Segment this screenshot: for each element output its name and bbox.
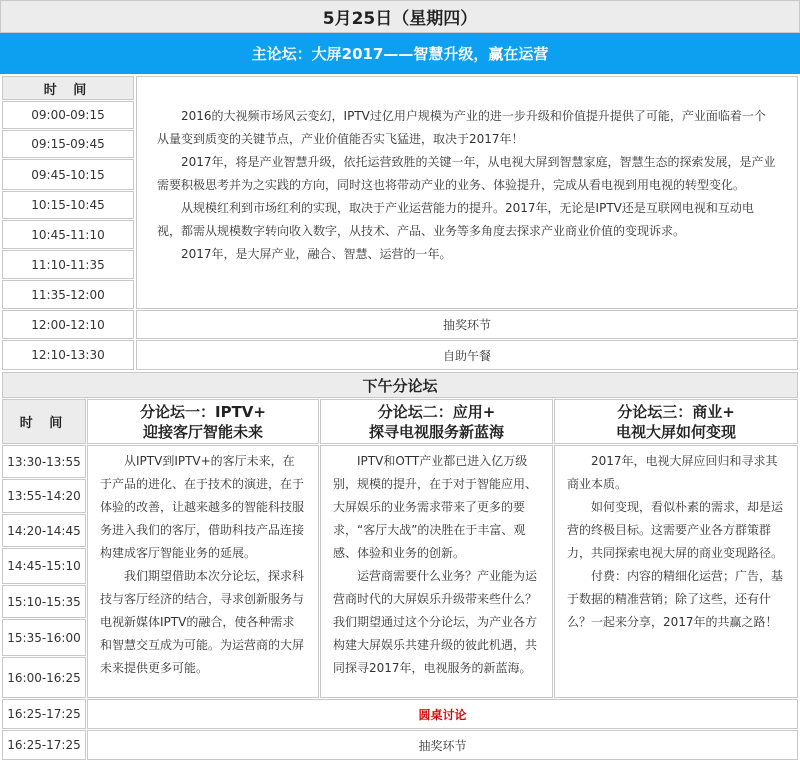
main-time-slot: 10:45-11:10 xyxy=(2,220,134,249)
afternoon-lottery-time: 16:25-17:25 xyxy=(2,730,86,760)
main-time-header: 时 间 xyxy=(2,76,134,100)
main-paragraph: 2017年，是大屏产业，融合、智慧、运营的一年。 xyxy=(181,247,452,261)
sub-forum-1-paragraph: 从IPTV到IPTV+的客厅未来，在于产品的进化、在于技术的演进，在于体验的改善，让越来越多的智能科技服务进入我们的客厅，借助科技产品连接构建成客厅智能业务的延展。 xyxy=(100,454,305,560)
sub-forum-3-title: 分论坛三：商业+ xyxy=(617,402,735,421)
afternoon-time-slot: 13:30-13:55 xyxy=(2,445,86,478)
sub-forum-3-subtitle: 电视大屏如何变现 xyxy=(615,422,736,441)
afternoon-time-slot: 14:45-15:10 xyxy=(2,548,86,584)
sub-forum-3-paragraph: 如何变现，看似朴素的需求，却是运营的终极目标。这需要产业各方群策群力，共同探索电视大屏的商业变现路径。 xyxy=(567,500,784,560)
main-time-slot: 11:35-12:00 xyxy=(2,280,134,309)
sub-forum-3-header xyxy=(554,399,798,444)
main-paragraph: 从规模红利到市场红利的实现，取决于产业运营能力的提升。2017年，无论是IPTV还是互联网电视和互动电视，都需从规模数字转向收入数字，从技术、产品、业务等多角度去探求产业商业价值的变现诉求。 xyxy=(157,201,754,238)
afternoon-lottery-label: 抽奖环节 xyxy=(87,730,798,760)
sub-forum-2-header xyxy=(320,399,553,444)
main-forum-title: 主论坛：大屏2017——智慧升级，赢在运营 xyxy=(0,33,800,74)
afternoon-time-slot: 14:20-14:45 xyxy=(2,514,86,547)
lottery-time: 12:00-12:10 xyxy=(2,310,134,339)
main-paragraph: 2016的大视频市场风云变幻，IPTV过亿用户规模为产业的进一步升级和价值提升提供了可能，产业面临着一个从量变到质变的关键节点，产业价值能否实飞猛进，取决于2017年！ xyxy=(157,109,766,146)
sub-forum-1-subtitle: 迎接客厅智能未来 xyxy=(142,422,263,441)
main-paragraph: 2017年，将是产业智慧升级，依托运营致胜的关键一年，从电视大屏到智慧家庭，智慧生态的探索发展，是产业需要积极思考并为之实践的方向，同时这也将带动产业的业务、体验提升，完成从看电视到用电视的转型变化。 xyxy=(157,155,776,192)
sub-forum-1-paragraph: 我们期望借助本次分论坛，探求科技与客厅经济的结合，寻求创新服务与电视新媒体IPTV的融合，使各种需求和智慧交互成为可能。为运营商的大屏未来提供更多可能。 xyxy=(100,569,305,675)
sub-forum-2-description xyxy=(320,445,553,698)
main-time-slot: 09:15-09:45 xyxy=(2,130,134,158)
roundtable-label: 圆桌讨论 xyxy=(87,699,798,729)
sub-forum-1-title: 分论坛一：IPTV+ xyxy=(140,402,266,421)
sub-forum-3-paragraph: 付费：内容的精细化运营；广告，基于数据的精准营销；除了这些，还有什么？一起来分享，2017年的共赢之路！ xyxy=(567,569,784,629)
lunch-label: 自助午餐 xyxy=(136,340,798,370)
sub-forum-3-description xyxy=(554,445,798,698)
afternoon-time-slot: 15:35-16:00 xyxy=(2,619,86,656)
main-time-slot: 10:15-10:45 xyxy=(2,191,134,219)
afternoon-time-slot: 13:55-14:20 xyxy=(2,479,86,513)
sub-forum-1-description xyxy=(87,445,319,698)
sub-forum-2-paragraph: IPTV和OTT产业都已进入亿万级别，规模的提升，在于对于智能应用、大屏娱乐的业务需求带来了更多的要求，“客厅大战”的决胜在于丰富、观感、体验和业务的创新。 xyxy=(333,454,538,560)
sub-forum-3-paragraph: 2017年，电视大屏应回归和寻求其商业本质。 xyxy=(567,454,778,491)
sub-forum-2-paragraph: 运营商需要什么业务？产业能为运营商时代的大屏娱乐升级带来些什么？我们期望通过这个分论坛，为产业各方构建大屏娱乐共建升级的彼此机遇，共同探寻2017年，电视服务的新蓝海。 xyxy=(333,569,538,675)
roundtable-time: 16:25-17:25 xyxy=(2,699,86,729)
main-time-slot: 11:10-11:35 xyxy=(2,250,134,279)
main-forum-description xyxy=(136,76,798,309)
sub-forum-1-header xyxy=(87,399,319,444)
main-time-slot: 09:00-09:15 xyxy=(2,101,134,129)
lunch-time: 12:10-13:30 xyxy=(2,340,134,370)
afternoon-time-slot: 15:10-15:35 xyxy=(2,585,86,618)
afternoon-time-slot: 16:00-16:25 xyxy=(2,657,86,698)
afternoon-title: 下午分论坛 xyxy=(2,372,798,398)
date-title: 5月25日（星期四） xyxy=(0,0,800,33)
afternoon-time-header: 时 间 xyxy=(2,399,86,444)
lottery-label: 抽奖环节 xyxy=(136,310,798,339)
main-time-slot: 09:45-10:15 xyxy=(2,159,134,190)
sub-forum-2-subtitle: 探寻电视服务新蓝海 xyxy=(368,422,504,441)
sub-forum-2-title: 分论坛二：应用+ xyxy=(377,402,496,421)
